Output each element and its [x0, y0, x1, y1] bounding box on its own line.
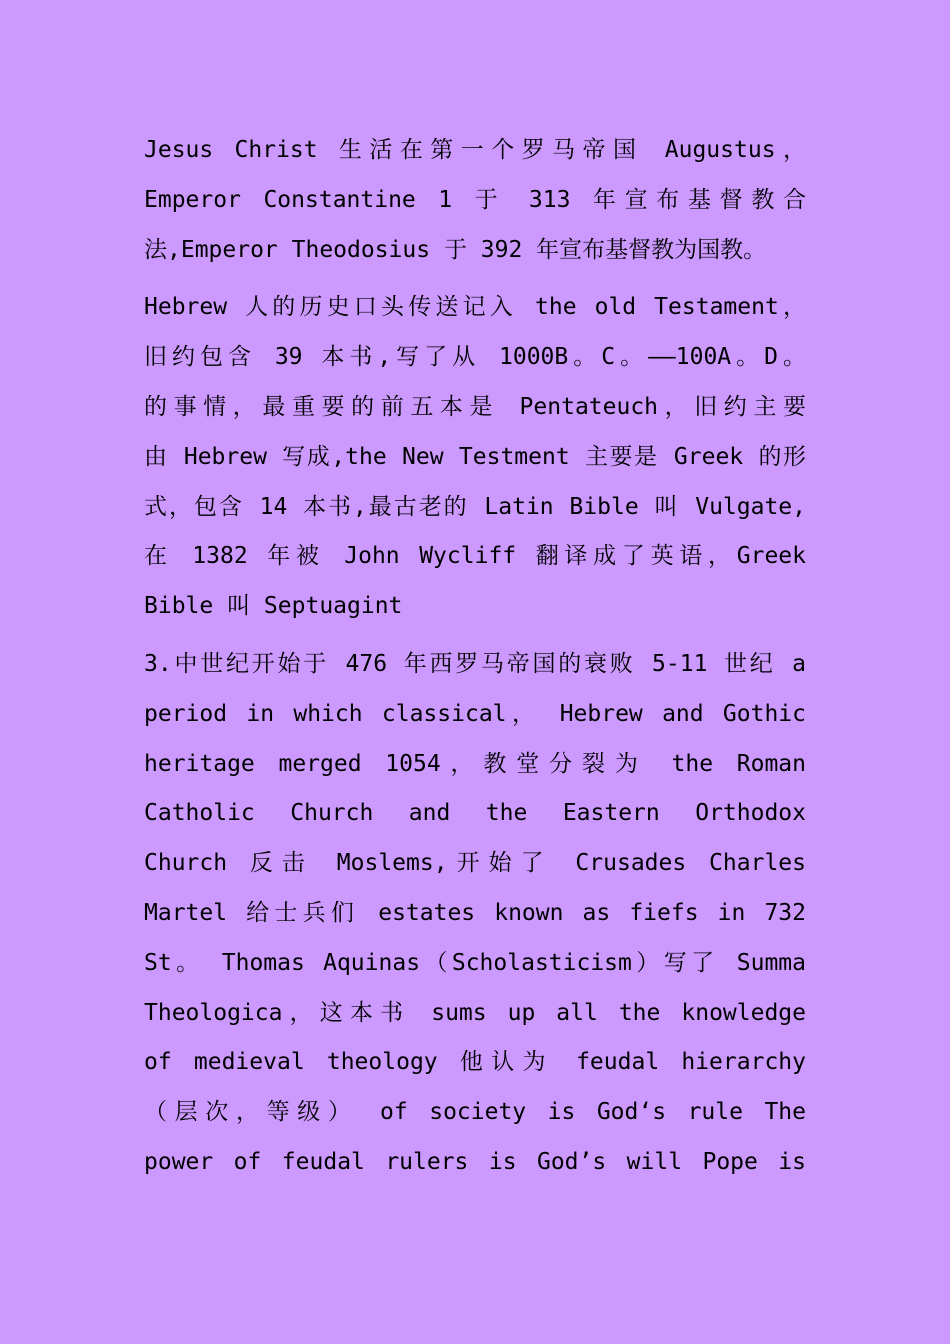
- text-line: 法,Emperor Theodosius 于 392 年宣布基督教为国教。: [144, 236, 767, 263]
- paragraph-middle-ages: [144, 640, 806, 1188]
- text-line: Martel 给士兵们 estates known as fiefs in 732: [144, 899, 806, 926]
- text-line: St。 Thomas Aquinas（Scholasticism）写了 Summa: [144, 949, 806, 976]
- text-line: 由 Hebrew 写成,the New Testment 主要是 Greek 的形: [144, 443, 806, 470]
- text-line: Hebrew 人的历史口头传送记入 the old Testament，: [144, 294, 806, 321]
- text-line: Catholic Church and the Eastern Orthodox: [144, 800, 806, 827]
- document-page: [144, 126, 806, 1188]
- text-line: 的事情，最重要的前五本是 Pentateuch，旧约主要: [144, 393, 806, 420]
- text-line: 在 1382 年被 John Wycliff 翻译成了英语，Greek: [144, 543, 806, 570]
- text-line: 式，包含 14 本书,最古老的 Latin Bible 叫 Vulgate,: [144, 493, 806, 520]
- text-line: period in which classical， Hebrew and Gothic: [144, 700, 806, 727]
- text-line: of medieval theology 他认为 feudal hierarchy: [144, 1049, 806, 1076]
- text-line: 3.中世纪开始于 476 年西罗马帝国的衰败 5-11 世纪 a: [144, 650, 806, 677]
- paragraph-bible: [144, 283, 806, 632]
- paragraph-gap: [144, 275, 806, 283]
- text-line: Bible 叫 Septuagint: [144, 593, 403, 620]
- text-line: （层次，等级） of society is God‘s rule The: [144, 1099, 806, 1126]
- text-line: Church 反击 Moslems,开始了 Crusades Charles: [144, 850, 806, 877]
- text-line: Jesus Christ 生活在第一个罗马帝国 Augustus，: [144, 137, 806, 163]
- text-line: power of feudal rulers is God’s will Pope is: [144, 1148, 806, 1175]
- text-line: Emperor Constantine 1 于 313 年宣布基督教合: [144, 186, 806, 213]
- text-line: Theologica，这本书 sums up all the knowledge: [144, 999, 806, 1026]
- text-line: heritage merged 1054，教堂分裂为 the Roman: [144, 750, 806, 777]
- text-line: 旧约包含 39 本书,写了从 1000B。C。——100A。D。: [144, 344, 806, 371]
- paragraph-gap: [144, 632, 806, 640]
- paragraph-christianity: [144, 126, 806, 275]
